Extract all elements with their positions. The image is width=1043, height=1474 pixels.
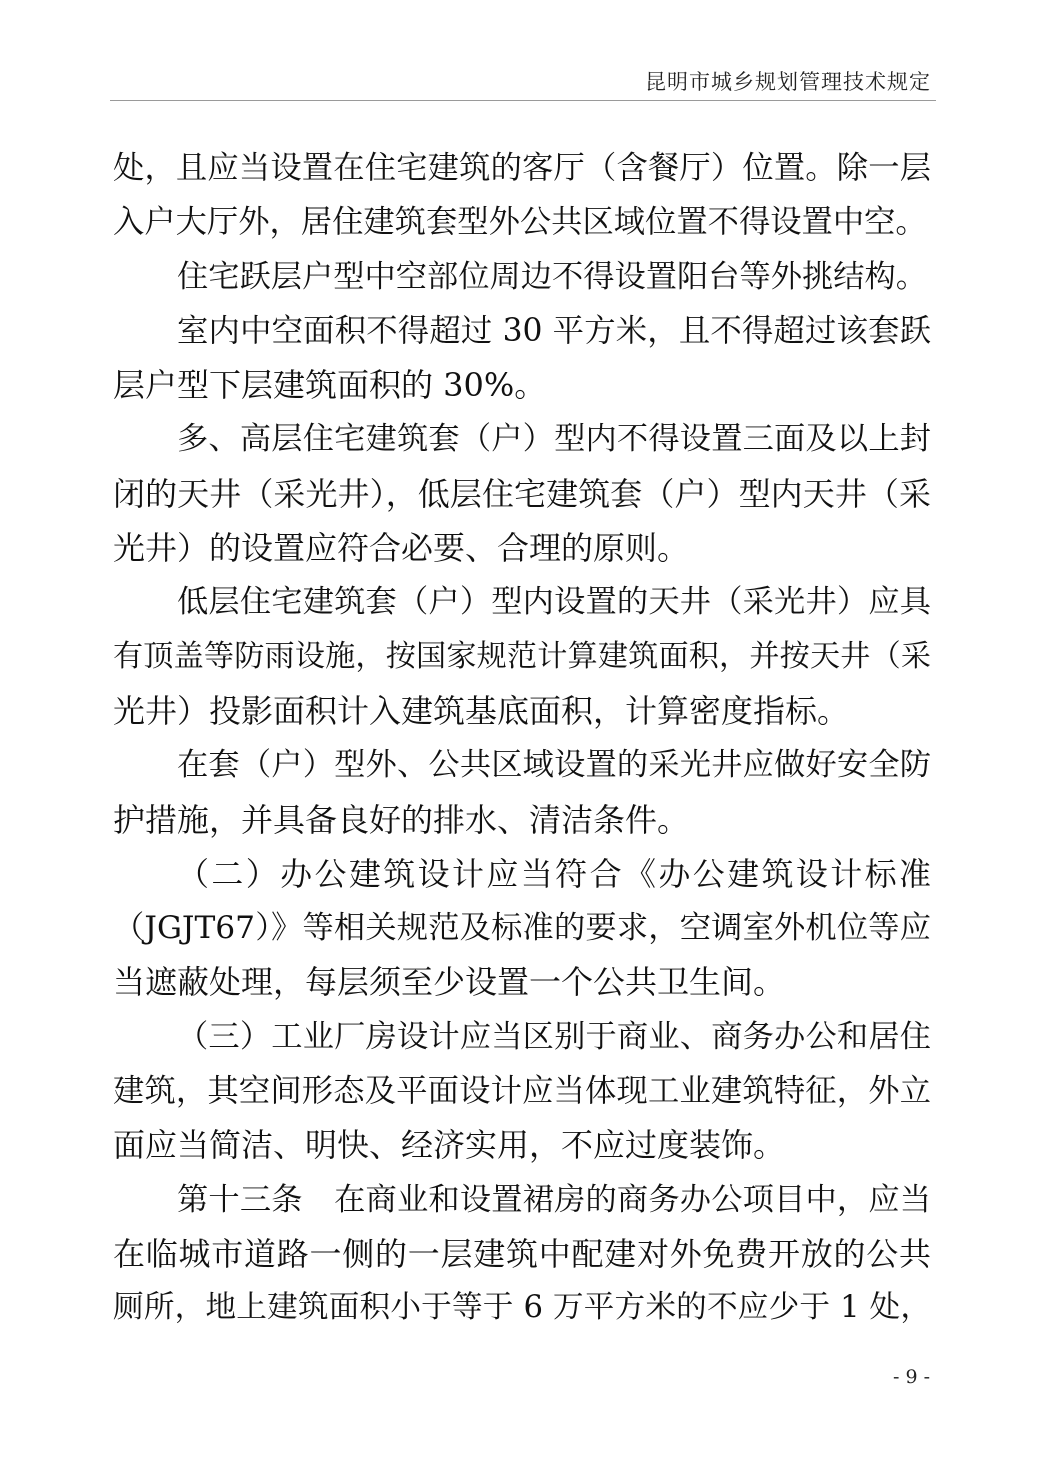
text-line: 面应当简洁、明快、经济实用，不应过度装饰。 <box>113 1126 786 1165</box>
page-number: - 9 - <box>892 1366 930 1388</box>
text-line: 建筑，其空间形态及平面设计应当体现工业建筑特征，外立 <box>113 1073 931 1110</box>
text-line: 入户大厅外，居住建筑套型外公共区域位置不得设置中空。 <box>113 204 927 241</box>
text-line: 护措施，并具备良好的排水、清洁条件。 <box>113 800 690 839</box>
text-line: 当遮蔽处理，每层须至少设置一个公共卫生间。 <box>113 963 786 1002</box>
text-line: 室内中空面积不得超过 30 平方米，且不得超过该套跃 <box>177 312 931 349</box>
text-line: 在临城市道路一侧的一层建筑中配建对外免费开放的公共 <box>113 1234 931 1273</box>
text-line: 处，且应当设置在住宅建筑的客厅（含餐厅）位置。除一层 <box>113 150 931 186</box>
text-line: （三）工业厂房设计应当区别于商业、商务办公和居住 <box>177 1018 931 1055</box>
text-line: 闭的天井（采光井），低层住宅建筑套（户）型内天井（采 <box>113 474 931 513</box>
text-line: 第十三条 在商业和设置裙房的商务办公项目中，应当 <box>177 1181 931 1218</box>
running-header-title: 昆明市城乡规划管理技术规定 <box>645 70 931 94</box>
text-line: 层户型下层建筑面积的 30%。 <box>113 366 547 405</box>
text-line: 厕所，地上建筑面积小于等于 6 万平方米的不应少于 1 处， <box>113 1290 931 1326</box>
text-line: 多、高层住宅建筑套（户）型内不得设置三面及以上封 <box>177 421 931 458</box>
text-line: 光井）投影面积计入建筑基底面积，计算密度指标。 <box>113 691 850 730</box>
text-line: 有顶盖等防雨设施，按国家规范计算建筑面积，并按天井（采 <box>113 638 931 674</box>
header-rule <box>110 100 936 101</box>
text-line: 住宅跃层户型中空部位周边不得设置阳台等外挑结构。 <box>177 258 927 295</box>
text-line: 低层住宅建筑套（户）型内设置的天井（采光井）应具 <box>177 584 931 621</box>
text-line: （JGJT67）》等相关规范及标准的要求，空调室外机位等应 <box>113 910 931 947</box>
text-line: 光井）的设置应符合必要、合理的原则。 <box>113 529 690 568</box>
text-line: （二）办公建筑设计应当符合《办公建筑设计标准 <box>177 854 931 893</box>
body-text <box>113 141 931 1336</box>
text-line: 在套（户）型外、公共区域设置的采光井应做好安全防 <box>177 747 931 784</box>
